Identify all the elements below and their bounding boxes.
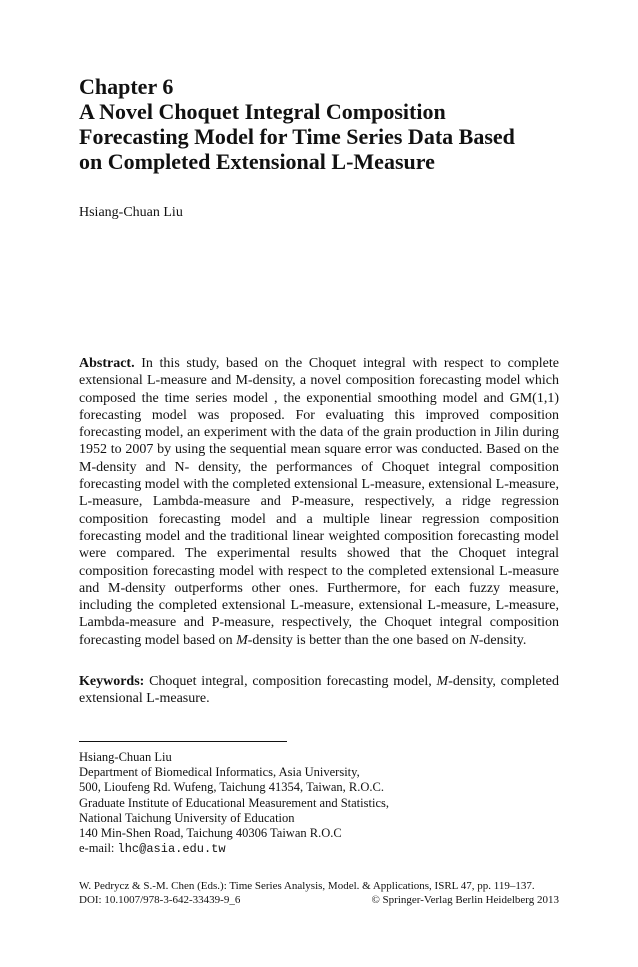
page-footer	[79, 879, 559, 907]
keywords-m-density: M	[436, 674, 449, 689]
affiliation-line-1: Department of Biomedical Informatics, Asia University,	[79, 765, 360, 780]
chapter-title-line-1: A Novel Choquet Integral Composition	[79, 99, 446, 124]
footer-doi-row	[79, 893, 559, 907]
keywords-paragraph	[79, 673, 559, 708]
email-address[interactable]: lhc@asia.edu.tw	[117, 842, 226, 857]
abstract-paragraph	[79, 355, 559, 649]
chapter-title-block	[79, 74, 559, 174]
affiliation-line-2: 500, Lioufeng Rd. Wufeng, Taichung 41354, Taiwan, R.O.C.	[79, 780, 385, 795]
email-label: e-mail:	[79, 841, 118, 856]
keywords-text-1: Choquet integral, composition forecasting model,	[144, 674, 437, 689]
footer-citation: W. Pedrycz & S.-M. Chen (Eds.): Time Series Analysis, Model. & Applications, ISRL 47, pp. 119–137.	[79, 880, 535, 892]
abstract-text-2: -density is better than the one based on	[247, 632, 470, 648]
chapter-title-line-3: on Completed Extensional L-Measure	[79, 149, 435, 174]
affiliation-line-3: Graduate Institute of Educational Measurement and Statistics,	[79, 795, 389, 810]
chapter-title-line-2: Forecasting Model for Time Series Data Based	[79, 124, 515, 149]
affiliation-block	[79, 750, 559, 857]
footnote-divider	[79, 741, 287, 742]
footer-doi: DOI: 10.1007/978-3-642-33439-9_6	[79, 894, 241, 906]
keywords-text-2: -density, completed extensional L-measure.	[79, 674, 559, 707]
abstract-m-density: M	[236, 632, 248, 648]
chapter-label: Chapter 6	[79, 74, 174, 99]
abstract-label: Abstract.	[79, 356, 135, 371]
author-name: Hsiang-Chuan Liu	[79, 205, 183, 220]
keywords-label: Keywords:	[79, 674, 145, 689]
email-line	[79, 841, 559, 857]
abstract-n-density: N	[469, 632, 479, 648]
affiliation-line-4: National Taichung University of Education	[79, 810, 295, 825]
affiliation-name: Hsiang-Chuan Liu	[79, 750, 172, 764]
abstract-text-1: In this study, based on the Choquet integral with respect to complete extensional L-measure and M-density, a novel composition forecasting model which composed the time series model , the exponential smoothing model and GM(1,1) forecasting model was proposed. For evaluating this improved composition forecasting model, an experiment with the data of the grain production in Jilin during 1952 to 2007 by using the sequential mean square error was conducted. Based on the M-density and N- density, the performances of Choquet integral composition forecasting model with the completed extensional L-measure, extensional L-measure, L-measure, Lambda-measure and P-measure, respectively, a ridge regression composition forecasting model and a multiple linear regression composition forecasting model and the traditional linear weighted composition forecasting model were compared. The experimental results showed that the Choquet integral composition forecasting model with respect to the completed extensional L-measure and M-density outperforms other ones. Furthermore, for each fuzzy measure, including the completed extensional L-measure, extensional L-measure, L-measure, Lambda-measure and P-measure, respectively, the Choquet integral composition forecasting model based on	[79, 356, 559, 648]
footer-copyright: © Springer-Verlag Berlin Heidelberg 2013	[371, 894, 559, 906]
affiliation-line-5: 140 Min-Shen Road, Taichung 40306 Taiwan R.O.C	[79, 826, 342, 841]
abstract-text-3: -density.	[478, 632, 527, 648]
